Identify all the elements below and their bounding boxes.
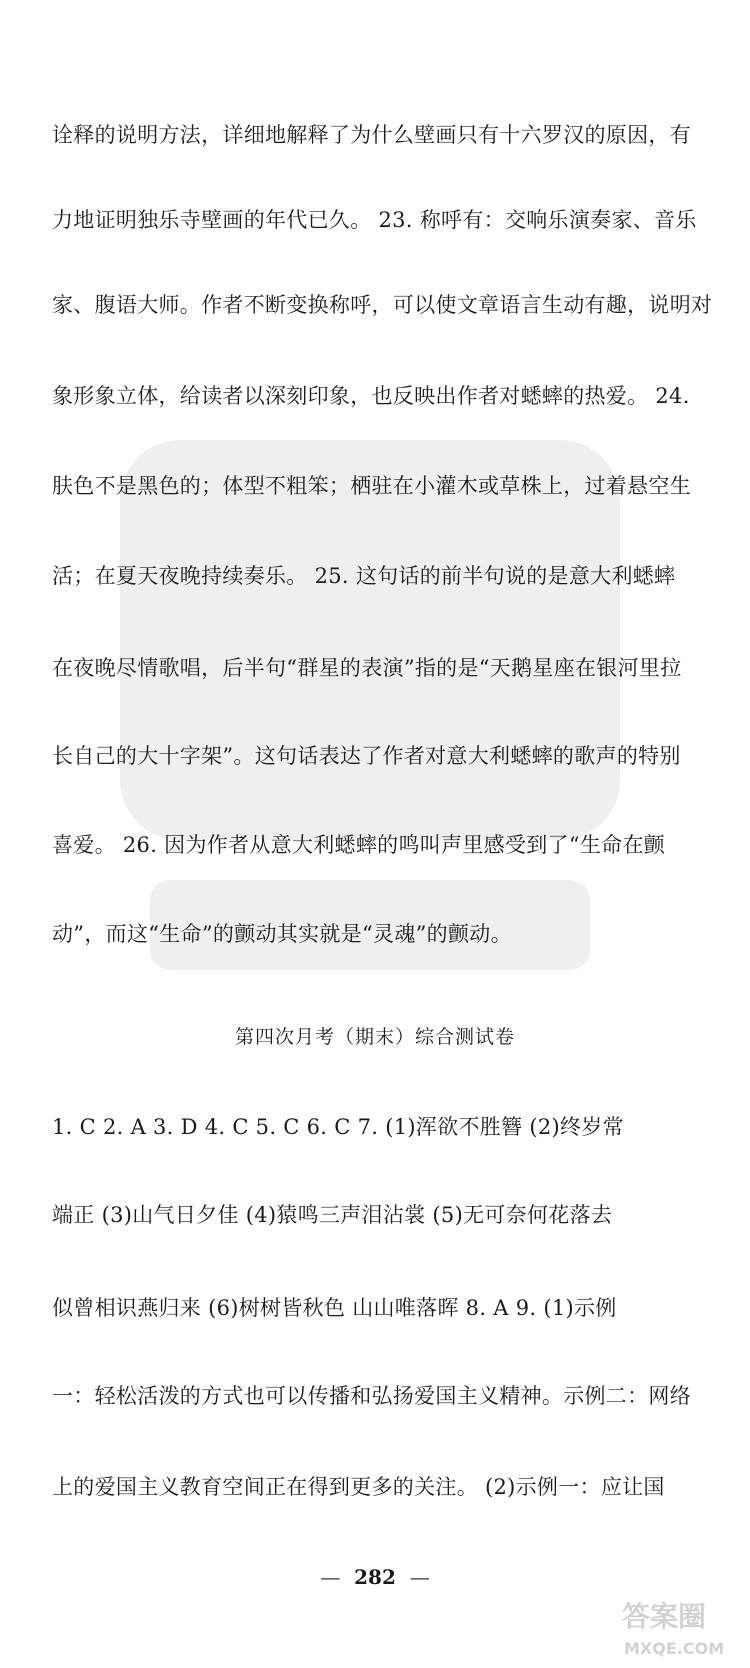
body-line-10: 动”，而这“生命”的颤动其实就是“灵魂”的颤动。	[52, 922, 512, 946]
page-number-value: 282	[354, 1565, 396, 1589]
answer-line-4: 一：轻松活泼的方式也可以传播和弘扬爱国主义精神。示例二：网络	[52, 1384, 691, 1408]
body-line-3: 家、腹语大师。作者不断变换称呼，可以使文章语言生动有趣，说明对	[52, 293, 713, 317]
page-number-dash-left: —	[320, 1565, 341, 1589]
body-line-8: 长自己的大十字架”。这句话表达了作者对意大利蟋蟀的歌声的特别	[52, 744, 681, 768]
watermark-url: MXQE.COM	[624, 1639, 725, 1658]
answer-line-2: 端正 (3)山气日夕佳 (4)猿鸣三声泪沾裳 (5)无可奈何花落去	[52, 1203, 613, 1227]
body-line-4: 象形象立体，给读者以深刻印象，也反映出作者对蟋蟀的热爱。 24.	[52, 384, 690, 408]
body-line-1: 诠释的说明方法，详细地解释了为什么壁画只有十六罗汉的原因，有	[52, 123, 691, 147]
watermark-text: 答案圈	[622, 1600, 707, 1633]
page-number	[0, 1563, 750, 1591]
answer-line-5: 上的爱国主义教育空间正在得到更多的关注。 (2)示例一：应让国	[52, 1475, 665, 1499]
page-number-dash-right: —	[409, 1565, 430, 1589]
answer-line-3: 似曾相识燕归来 (6)树树皆秋色 山山唯落晖 8. A 9. (1)示例	[52, 1296, 617, 1320]
body-line-7: 在夜晚尽情歌唱，后半句“群星的表演”指的是“天鹅星座在银河里拉	[52, 656, 682, 680]
site-watermark-logo	[618, 1592, 736, 1660]
body-line-6: 活；在夏天夜晚持续奏乐。 25. 这句话的前半句说的是意大利蟋蟀	[52, 564, 676, 588]
background-watermark-logo	[110, 430, 630, 990]
body-line-2: 力地证明独乐寺壁画的年代已久。 23. 称呼有：交响乐演奏家、音乐	[52, 208, 697, 232]
section-title: 第四次月考（期末）综合测试卷	[234, 1026, 515, 1048]
answer-line-1: 1. C 2. A 3. D 4. C 5. C 6. C 7. (1)浑欲不胜簪 (2)终岁常	[52, 1115, 624, 1139]
body-line-9: 喜爱。 26. 因为作者从意大利蟋蟀的鸣叫声里感受到了“生命在颤	[52, 833, 666, 857]
body-line-5: 肤色不是黑色的；体型不粗笨；栖驻在小灌木或草株上，过着悬空生	[52, 474, 691, 498]
